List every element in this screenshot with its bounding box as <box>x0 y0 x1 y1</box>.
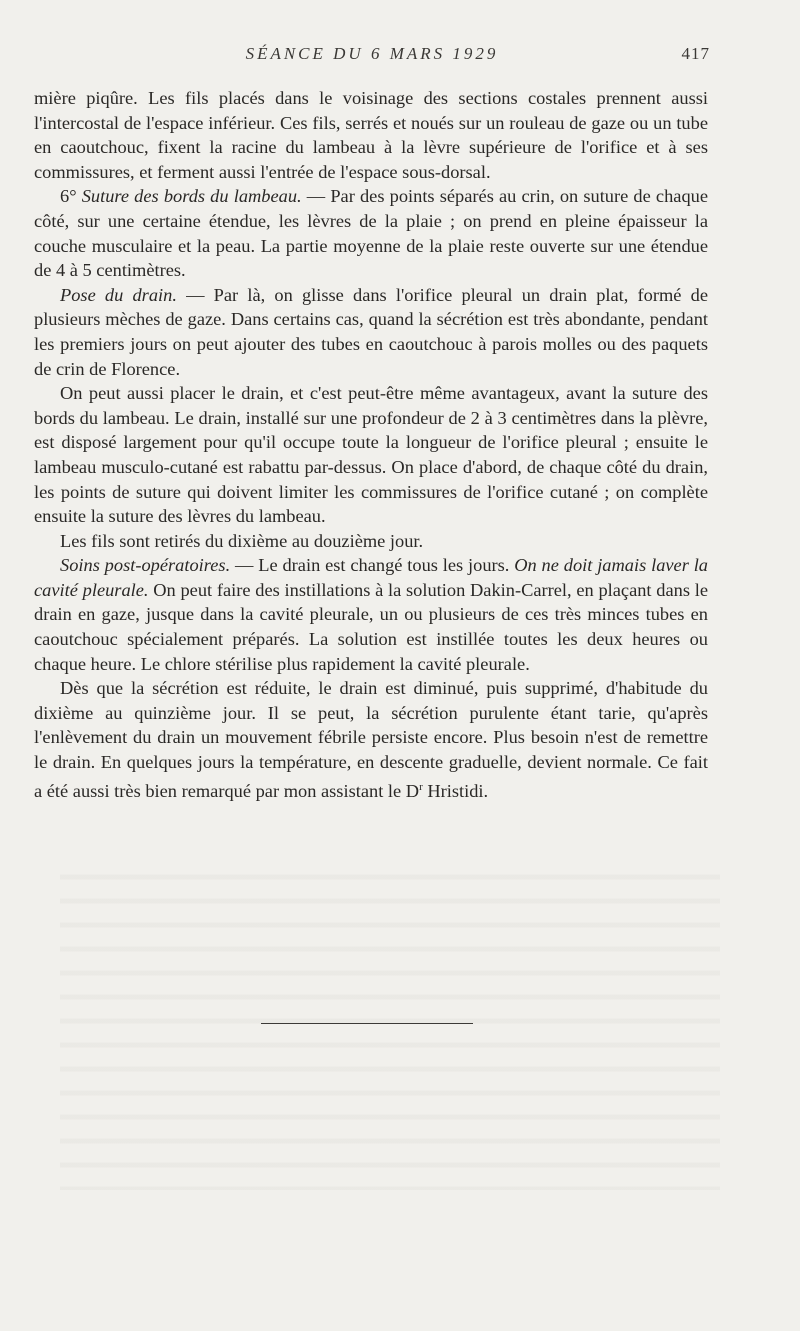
page-number: 417 <box>681 44 710 63</box>
body-text <box>34 86 708 803</box>
text-run: — Par là, on glisse dans l'orifice pleural un drain plat, formé de plusieurs mèches de gaze. Dans certains cas, quand la sécrétion est très abondante, pendant les premiers jours on peut ajouter des tubes en caoutchouc à parois molles ou des paquets de crin de Florence. <box>34 284 708 379</box>
italic-run: On ne doit jamais laver la cavité pleurale. <box>34 555 709 600</box>
text-run: — Le drain est changé tous les jours. <box>230 555 515 576</box>
paragraph <box>34 529 708 554</box>
paragraph <box>34 676 708 803</box>
text-run: On peut aussi placer le drain, et c'est peut-être même avantageux, avant la suture des bords du lambeau. Le drain, installé sur une profondeur de 2 à 3 centimètres dans la plèvre, est disposé largement pour qu'il occupe toute la longueur de l'orifice pleural ; ensuite le lambeau musculo-cutané est rabattu par-dessus. On place d'abord, de chaque côté du drain, les points de suture qui doivent limiter les commissures de l'orifice cutané ; on complète ensuite la suture des lèvres du lambeau. <box>34 383 708 527</box>
text-run: mière piqûre. Les fils placés dans le voisinage des sections costales prennent aussi l'intercostal de l'espace inférieur. Ces fils, serrés et noués sur un rouleau de gaze ou un tube en caoutchouc, fixent la racine du lambeau à la lèvre supérieure de l'orifice et à ses commissures, et ferment aussi l'entrée de l'espace sous-dorsal. <box>34 88 708 182</box>
text-run: Hristidi. <box>422 780 489 801</box>
running-head <box>0 44 800 70</box>
show-through-texture <box>60 860 720 1190</box>
text-run: On peut faire des instillations à la solution Dakin-Carrel, en plaçant dans le drain en gaze, jusque dans la cavité pleurale, un ou plusieurs de ces très minces tubes en caoutchouc spécialement préparés. La solution est instillée toutes les deux heures ou chaque heure. Le chlore stérilise plus rapidement la cavité pleurale. <box>34 579 708 674</box>
italic-run: Soins post-opératoires. <box>60 555 231 576</box>
text-run: r <box>419 780 423 793</box>
paragraph <box>34 86 708 184</box>
italic-run: Suture des bords du lambeau. <box>81 186 302 207</box>
paragraph <box>34 283 708 381</box>
paragraph <box>34 381 708 529</box>
section-rule <box>261 1023 473 1024</box>
text-run: Les fils sont retirés du dixième au douzième jour. <box>60 530 424 551</box>
italic-run: Pose du drain. <box>60 284 177 305</box>
running-title: SÉANCE DU 6 MARS 1929 <box>245 44 499 63</box>
text-run: Dès que la sécrétion est réduite, le drain est diminué, puis supprimé, d'habitude du dixième au quinzième jour. Il se peut, la sécrétion purulente étant tarie, qu'après l'enlèvement du drain un mouvement fébrile persiste encore. Plus besoin n'est de remettre le drain. En quelques jours la température, en descente graduelle, devient normale. Ce fait a été aussi très bien remarqué par mon assistant le D <box>34 678 708 801</box>
paragraph <box>34 553 708 676</box>
text-run: 6° <box>60 186 82 207</box>
text-run: — Par des points séparés au crin, on suture de chaque côté, sur une certaine étendue, les lèvres de la plaie ; on prend en pleine épaisseur la couche musculaire et la peau. La partie moyenne de la plaie reste ouverte sur une étendue de 4 à 5 centimètres. <box>34 186 708 281</box>
paragraph <box>34 184 708 282</box>
